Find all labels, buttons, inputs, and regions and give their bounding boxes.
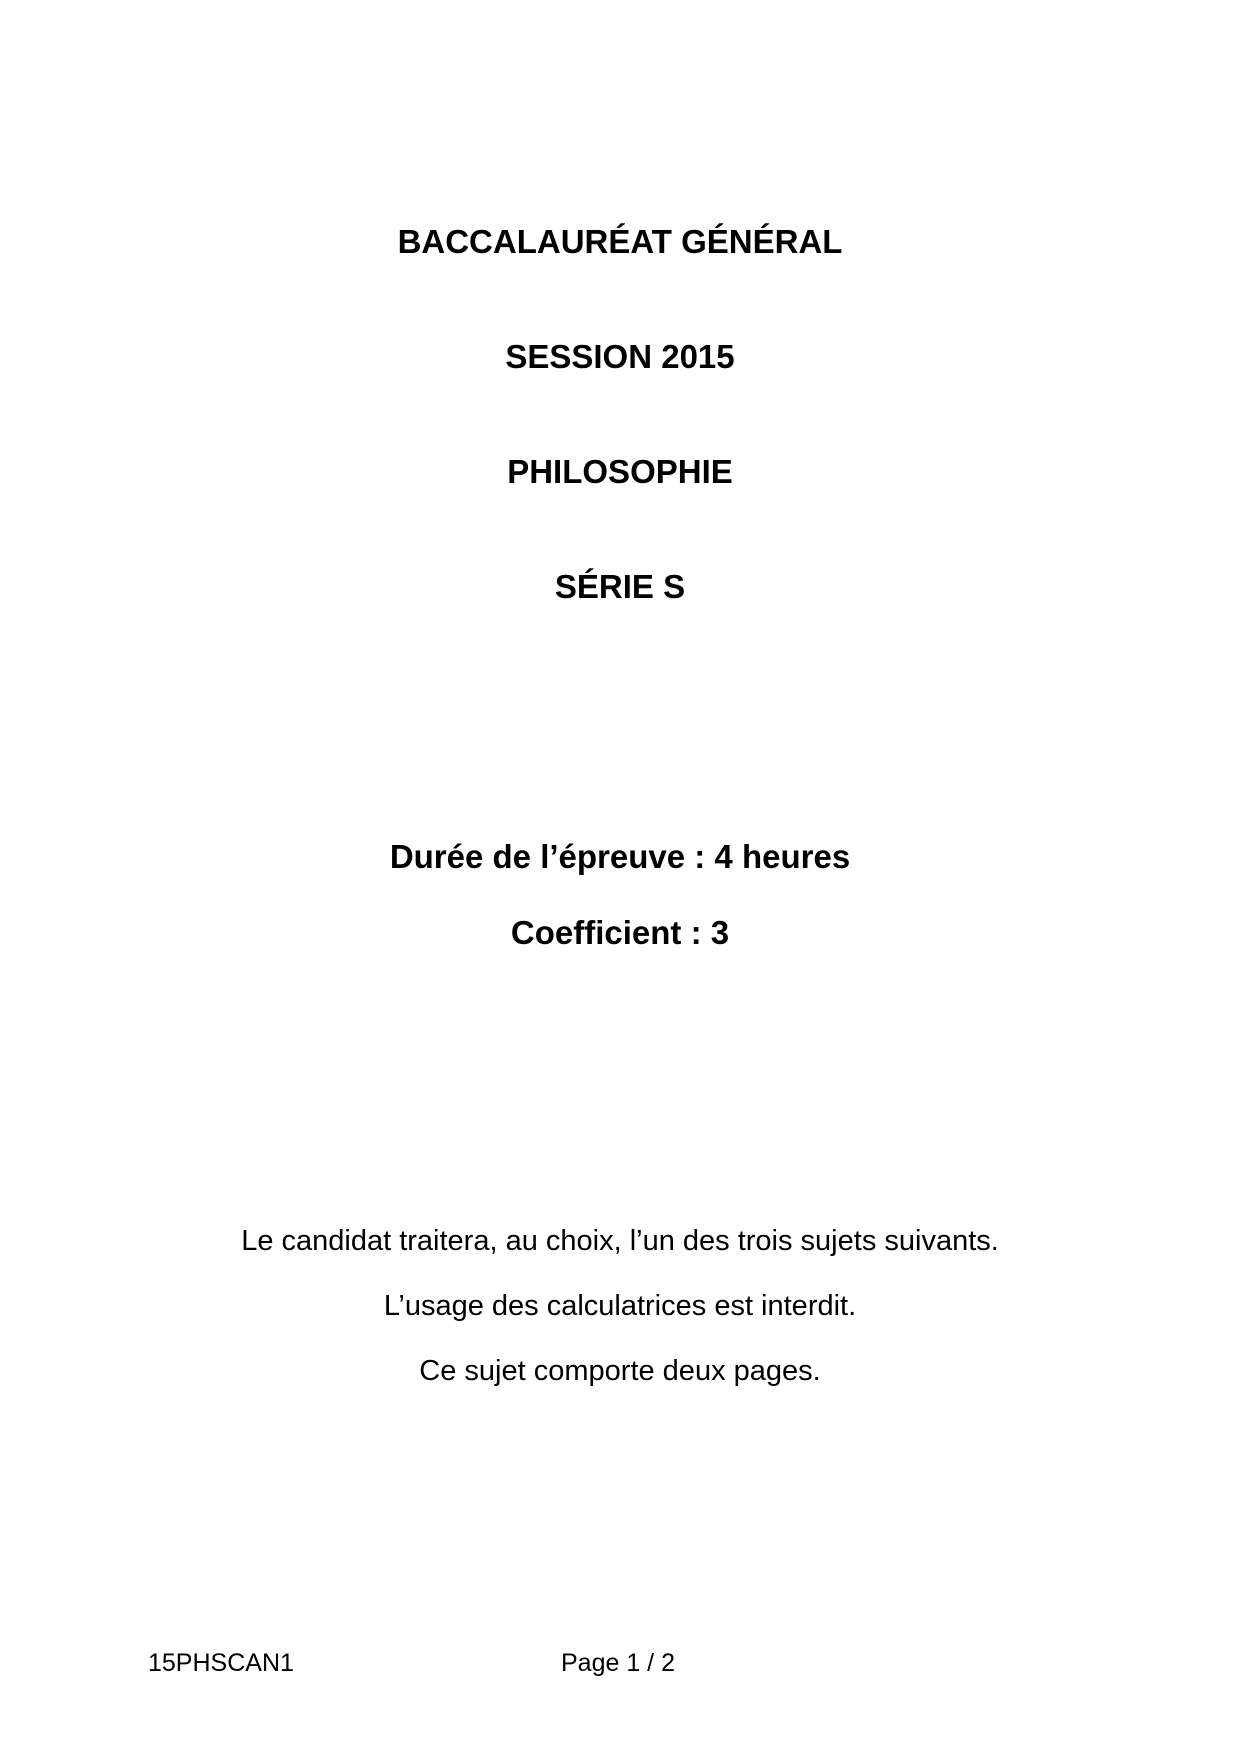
subject-title: PHILOSOPHIE bbox=[507, 453, 733, 490]
exam-title: BACCALAURÉAT GÉNÉRAL bbox=[397, 223, 843, 260]
series-title: SÉRIE S bbox=[554, 568, 686, 605]
footer-subject-code: 15PHSCAN1 bbox=[148, 1649, 294, 1677]
instruction-pages: Ce sujet comporte deux pages. bbox=[419, 1355, 821, 1387]
coefficient-line: Coefficient : 3 bbox=[510, 914, 730, 951]
session-title: SESSION 2015 bbox=[505, 338, 735, 375]
duration-line: Durée de l’épreuve : 4 heures bbox=[389, 838, 851, 875]
footer-page-number: Page 1 / 2 bbox=[561, 1649, 675, 1677]
instruction-choice: Le candidat traitera, au choix, l’un des trois sujets suivants. bbox=[241, 1225, 999, 1257]
instruction-calculators: L’usage des calculatrices est interdit. bbox=[383, 1290, 857, 1322]
